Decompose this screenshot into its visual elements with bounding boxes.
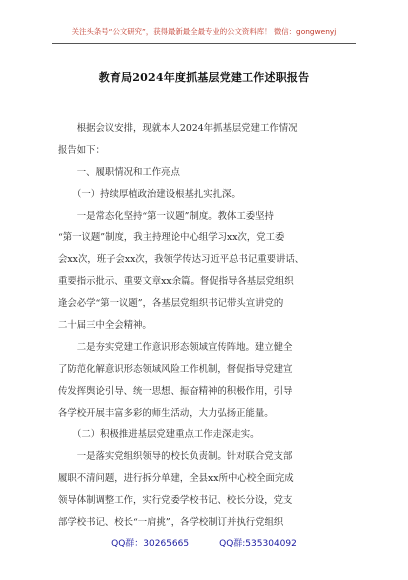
document-title: 教育局2024年度抓基层党建工作述职报告 (98, 71, 310, 84)
subsection-heading: （二）积极推进基层党建重点工作走深走实。 (58, 429, 260, 441)
body-line: 二是夯实党建工作意识形态领域宣传阵地。建立健全 (58, 341, 293, 353)
header-divider (52, 43, 356, 44)
footer-qq-group-1: QQ群：30265665 (111, 539, 190, 549)
body-line: 各学校开展丰富多彩的师生活动，大力弘扬正能量。 (58, 407, 274, 419)
body-line: 传发挥舆论引导、统一思想、振奋精神的积极作用，引导 (58, 385, 293, 397)
body-line: 根据会议安排，现就本人2024年抓基层党建工作情况 (58, 123, 298, 134)
body-line: 逢会必学“第一议题”，各基层党组织书记带头宣讲党的 (58, 298, 284, 310)
subsection-heading: （一）持续厚植政治建设根基扎实扎深。 (58, 188, 241, 200)
body-line: 会xx次，班子会xx次，我领学传达习近平总书记重要讲话、 (58, 254, 305, 266)
body-line: 一是落实党组织领导的校长负责制。针对联合党支部 (58, 451, 293, 463)
footer-contact (0, 536, 408, 549)
section-heading: 一、履职情况和工作亮点 (58, 166, 180, 178)
body-line: 了防范化解意识形态领域风险工作机制，督促指导党建宣 (58, 363, 293, 375)
body-line: 履职不清问题，进行拆分单建，全县xx所中心校全面完成 (58, 473, 294, 485)
body-line: 重要指示批示、重要文章xx余篇。督促指导各基层党组织 (58, 276, 294, 288)
body-line: 一是常态化坚持“第一议题”制度。教体工委坚持 (58, 210, 274, 222)
body-line: 部学校书记、校长“一肩挑”，各学校制订并执行党组织 (58, 517, 284, 529)
body-line: “第一议题”制度，我主持理论中心组学习xx次，党工委 (58, 232, 285, 244)
body-line: 领导体制调整工作，实行党委学校书记、校长分设，党支 (58, 495, 293, 507)
body-line: 报告如下： (58, 144, 105, 156)
header-banner: 关注头条号“公文研究”，获得最新最全最专业的公文资料库！ 微信：gongwenyj (71, 27, 337, 36)
document-body (58, 118, 358, 534)
body-line: 二十届三中全会精神。 (58, 320, 152, 332)
footer-qq-group-2: QQ群:535304092 (219, 539, 297, 549)
